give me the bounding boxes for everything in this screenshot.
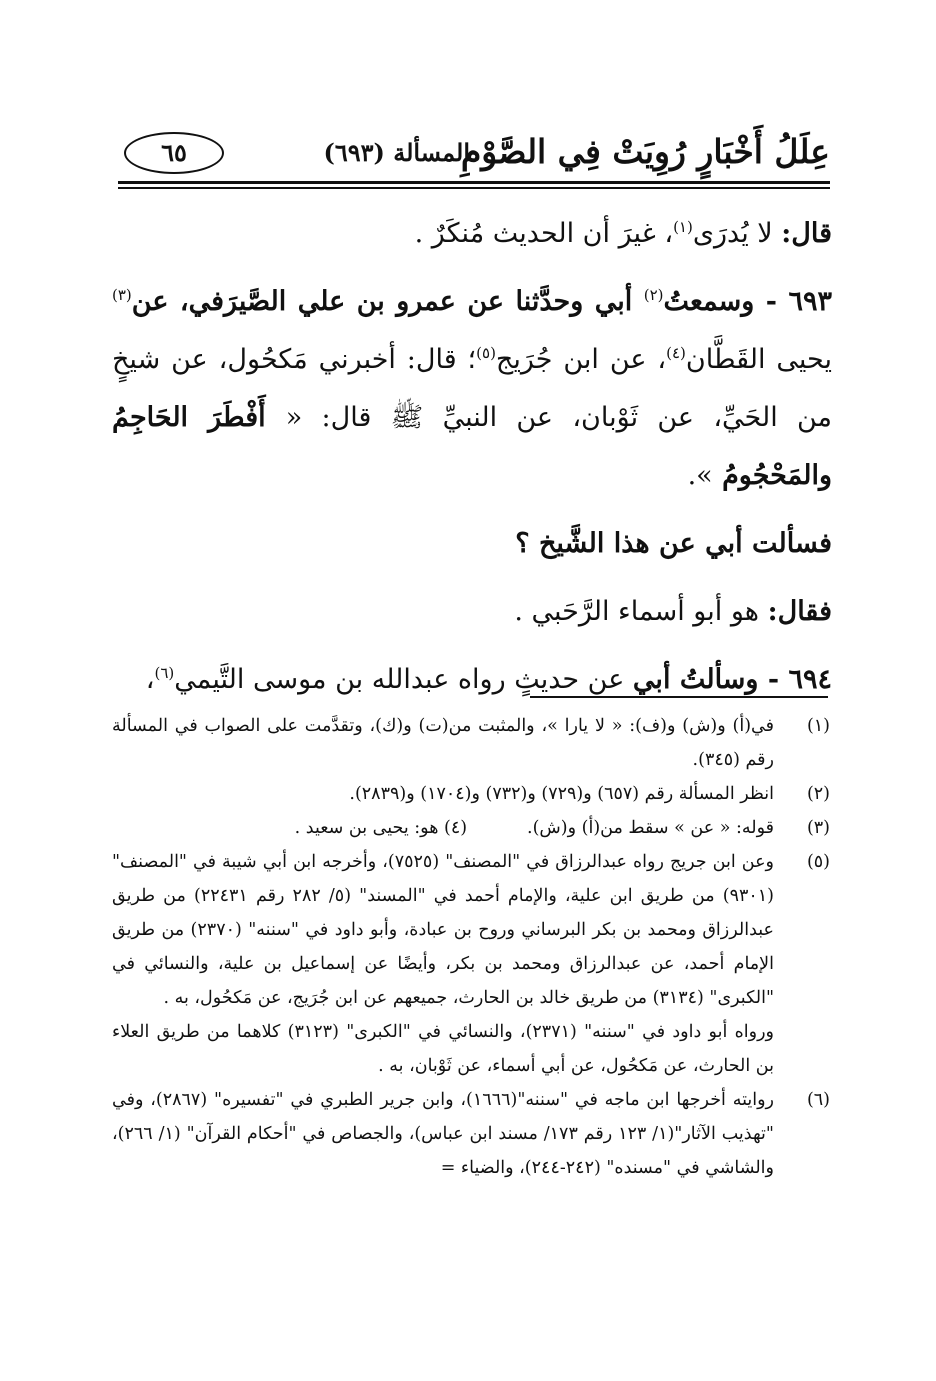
text-run: يحيى القَطَّان — [685, 344, 832, 375]
spacer — [112, 263, 832, 273]
book-title: عِلَلُ أَخْبَارٍ رُوِيَتْ فِي الصَّوْمِ — [460, 132, 830, 171]
footnote-2 — [112, 777, 830, 811]
paragraph-693 — [112, 273, 832, 505]
header-rule-thin — [118, 187, 830, 189]
spacer — [112, 641, 832, 651]
text-run: ، — [145, 664, 155, 695]
footnote-text: وعن ابن جريج رواه عبدالرزاق في "المصنف" (٧٥٢٥)، وأخرجه ابن أبي شيبة في "المصنف" (٩٣٠١) من طريق ابن علية، والإمام أحمد في "المسند" (٥/ ٢٨٢ رقم ٢٢٤٣١) من طريق عبدالرزاق ومحمد بن بكر البرساني وروح بن عبادة، وأبو داود في "سننه" (٢٣٧٠) من طريق الإمام أحمد، عن عبدالرزاق ومحمد بن بكر، وأيضًا عن إسماعيل بن علية، والنسائي في "الكبرى" (٣١٣٤) من طريق خالد بن الحارث، جميعهم عن ابن جُرَيج، عن مَكحُول، به . — [112, 852, 775, 1008]
page-number-badge: ٦٥ — [124, 132, 224, 174]
text-run: هو أبو أسماء الرَّحَبي . — [514, 596, 768, 627]
footnote-ref[interactable]: (١) — [673, 218, 693, 236]
text-run: ؛ قال: أخبرني مَكحُول، عن شيخٍ من الحَيِّ، عن ثَوْبان، عن النبيِّ ﷺ قال: « — [112, 344, 833, 433]
footnote-divider — [530, 696, 828, 698]
spacer — [112, 573, 832, 583]
issue-number-lead: ٦٩٣ - وسمعتُ — [663, 286, 832, 317]
spacer — [112, 505, 832, 515]
footnote-ref[interactable]: (٦) — [154, 664, 175, 682]
speaker-label: قال: — [781, 218, 832, 249]
paragraph-694 — [112, 651, 832, 709]
hadith-text: أَفْطَرَ الحَاجِمُ والمَحْجُومُ — [112, 402, 832, 491]
text-run: ، غيرَ أن الحديث مُنكَرٌ . — [414, 218, 674, 249]
footnote-text: قوله: « عن » سقط من(أ) و(ش). — [527, 818, 774, 838]
text-run: ، عن ابن جُرَيج — [495, 344, 667, 375]
footnote-4: (٤) هو: يحيى بن سعيد . — [294, 818, 468, 838]
main-text — [112, 205, 832, 709]
page-header — [118, 122, 830, 188]
footnotes — [112, 709, 830, 1185]
footnote-ref[interactable]: (٣) — [112, 286, 132, 304]
paragraph-answer — [112, 583, 832, 641]
paragraph-1 — [112, 205, 832, 263]
text-run: عن حديثٍ رواه عبدالله بن موسى التَّيمي — [174, 664, 633, 695]
footnote-5-continuation: ورواه أبو داود في "سننه" (٢٣٧١)، والنسائي في "الكبرى" (٣١٢٣) كلاهما من طريق العلاء بن الحارث، عن مَكحُول، عن أبي أسماء، عن ثَوْبان، به . — [112, 1022, 774, 1076]
footnote-text: في(أ) و(ش) و(ف): « لا يارا »، والمثبت من(ت) و(ك)، وتقدَّمت على الصواب في المسألة رقم (٣٤٥). — [112, 716, 774, 770]
header-rule-thick — [118, 181, 830, 184]
text-run: ». — [687, 460, 713, 491]
footnote-5 — [112, 845, 830, 1015]
paragraph-question — [112, 515, 832, 573]
footnote-ref[interactable]: (٥) — [476, 344, 496, 362]
footnote-number: (٢) — [806, 784, 830, 804]
footnote-6 — [112, 1083, 830, 1185]
footnote-ref[interactable]: (٢) — [643, 286, 664, 304]
footnote-text: روايته أخرجها ابن ماجه في "سننه"(١٦٦٦)، وابن جرير الطبري في "تفسيره" (٢٨٦٧)، وفي "تهذيب الآثار"(١/ ١٢٣ رقم ١٧٣/ مسند ابن عباس)، والجصاص في "أحكام القرآن" (١/ ٢٦٦)، والشاشي في "مسنده" (٢٤٢-٢٤٤)، والضياء = — [112, 1090, 775, 1178]
footnote-number: (٥) — [806, 852, 830, 872]
text-run: لا يُدرَى — [692, 218, 782, 249]
issue-number-lead: ٦٩٤ - وسألتُ أبي — [632, 664, 832, 695]
footnote-number: (٣) — [806, 818, 830, 838]
issue-label: المسألة (٦٩٣) — [323, 138, 470, 167]
footnote-ref[interactable]: (٤) — [666, 344, 686, 362]
question-text: فسألت أبي عن هذا الشَّيخ ؟ — [515, 528, 832, 559]
text-run: أبي وحدَّثنا عن عمرو بن علي الصَّيرَفي، عن — [131, 286, 644, 317]
speaker-label: فقال: — [767, 596, 832, 627]
footnote-1 — [112, 709, 830, 777]
footnote-number: (١) — [806, 716, 830, 736]
footnote-text: انظر المسألة رقم (٦٥٧) و(٧٢٩) و(٧٣٢) و(١٧٠٤) و(٢٨٣٩). — [349, 784, 774, 804]
footnote-3 — [112, 811, 830, 845]
footnote-number: (٦) — [806, 1090, 830, 1110]
